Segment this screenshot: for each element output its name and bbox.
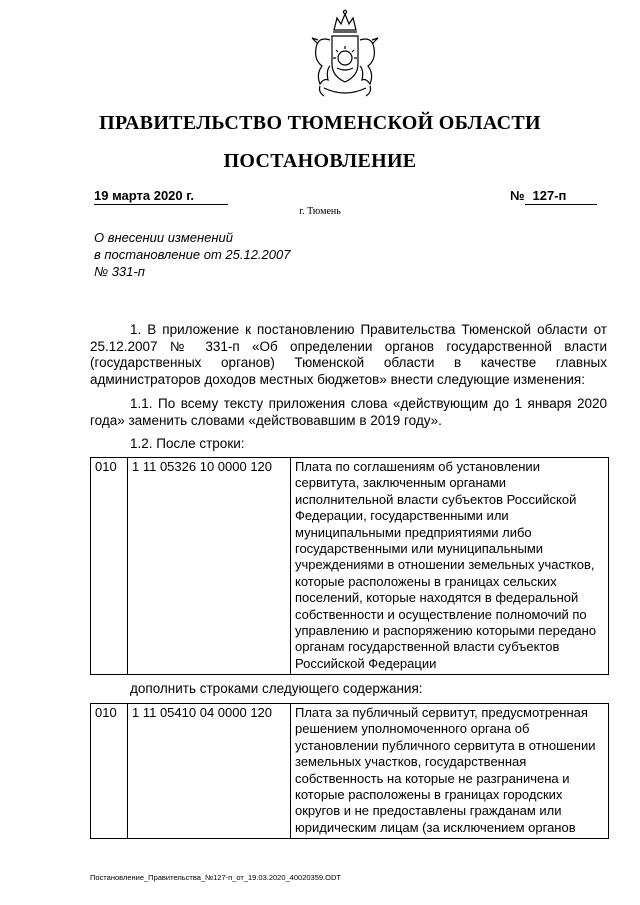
number-sign: № [510, 188, 525, 203]
city-label: г. Тюмень [299, 206, 341, 217]
revenue-code-cell: 1 11 05410 04 0000 120 [128, 704, 291, 839]
document-number-block [510, 187, 597, 205]
subject-line-3: № 331-п [94, 264, 145, 279]
paragraph-1: 1. В приложение к постановлению Правительства Тюменской области от 25.12.2007 № 331-п «Об определении органов государственной власти (государственных органов) Тюменской области в качестве главных администраторов доходов местных бюджетов» внести следующие изменения: [90, 322, 607, 387]
table-row [91, 704, 609, 839]
subject-block [94, 229, 290, 280]
coat-of-arms-emblem [306, 8, 384, 100]
organization-title: ПРАВИТЕЛЬСТВО ТЮМЕНСКОЙ ОБЛАСТИ [99, 112, 541, 134]
admin-code-cell: 010 [91, 704, 128, 839]
new-row-table [90, 703, 609, 839]
admin-code-cell: 010 [91, 458, 128, 675]
revenue-description-cell: Плата по соглашениям об установлении сервитута, заключенным органами исполнительной власти субъектов Российской Федерации, государственными или муниципальными предприятиями либо государственными или муниципальными учреждениями в отношении земельных участков, которые расположены в границах сельских поселений, которые находятся в федеральной собственности и осуществление полномочий по управлению и распоряжению которыми передано органам государственной власти субъектов Российской Федерации [291, 458, 609, 675]
revenue-description-cell: Плата за публичный сервитут, предусмотренная решением уполномоченного органа об установлении публичного сервитута в отношении земельных участков, государственная собственность на которые не разграничена и которые расположены в границах городских округов и не предоставлены гражданам или юридическим лицам (за исключением органов [291, 704, 609, 839]
document-number: 127-п [525, 187, 597, 205]
revenue-code-cell: 1 11 05326 10 0000 120 [128, 458, 291, 675]
table-row [91, 458, 609, 675]
footer-filename: Постановление_Правительства_№127-п_от_19.03.2020_40020359.ODT [90, 873, 341, 882]
document-date: 19 марта 2020 г. [94, 187, 228, 205]
subject-line-2: в постановление от 25.12.2007 [94, 247, 291, 262]
document-type-title: ПОСТАНОВЛЕНИЕ [223, 150, 417, 172]
paragraph-1-2: 1.2. После строки: [130, 436, 245, 451]
subject-line-1: О внесении изменений [94, 230, 233, 245]
existing-row-table [90, 457, 609, 675]
paragraph-add-rows: дополнить строками следующего содержания: [130, 681, 423, 696]
paragraph-1-1: 1.1. По всему тексту приложения слова «действующим до 1 января 2020 года» заменить словами «действовавшим в 2019 году». [90, 396, 607, 428]
